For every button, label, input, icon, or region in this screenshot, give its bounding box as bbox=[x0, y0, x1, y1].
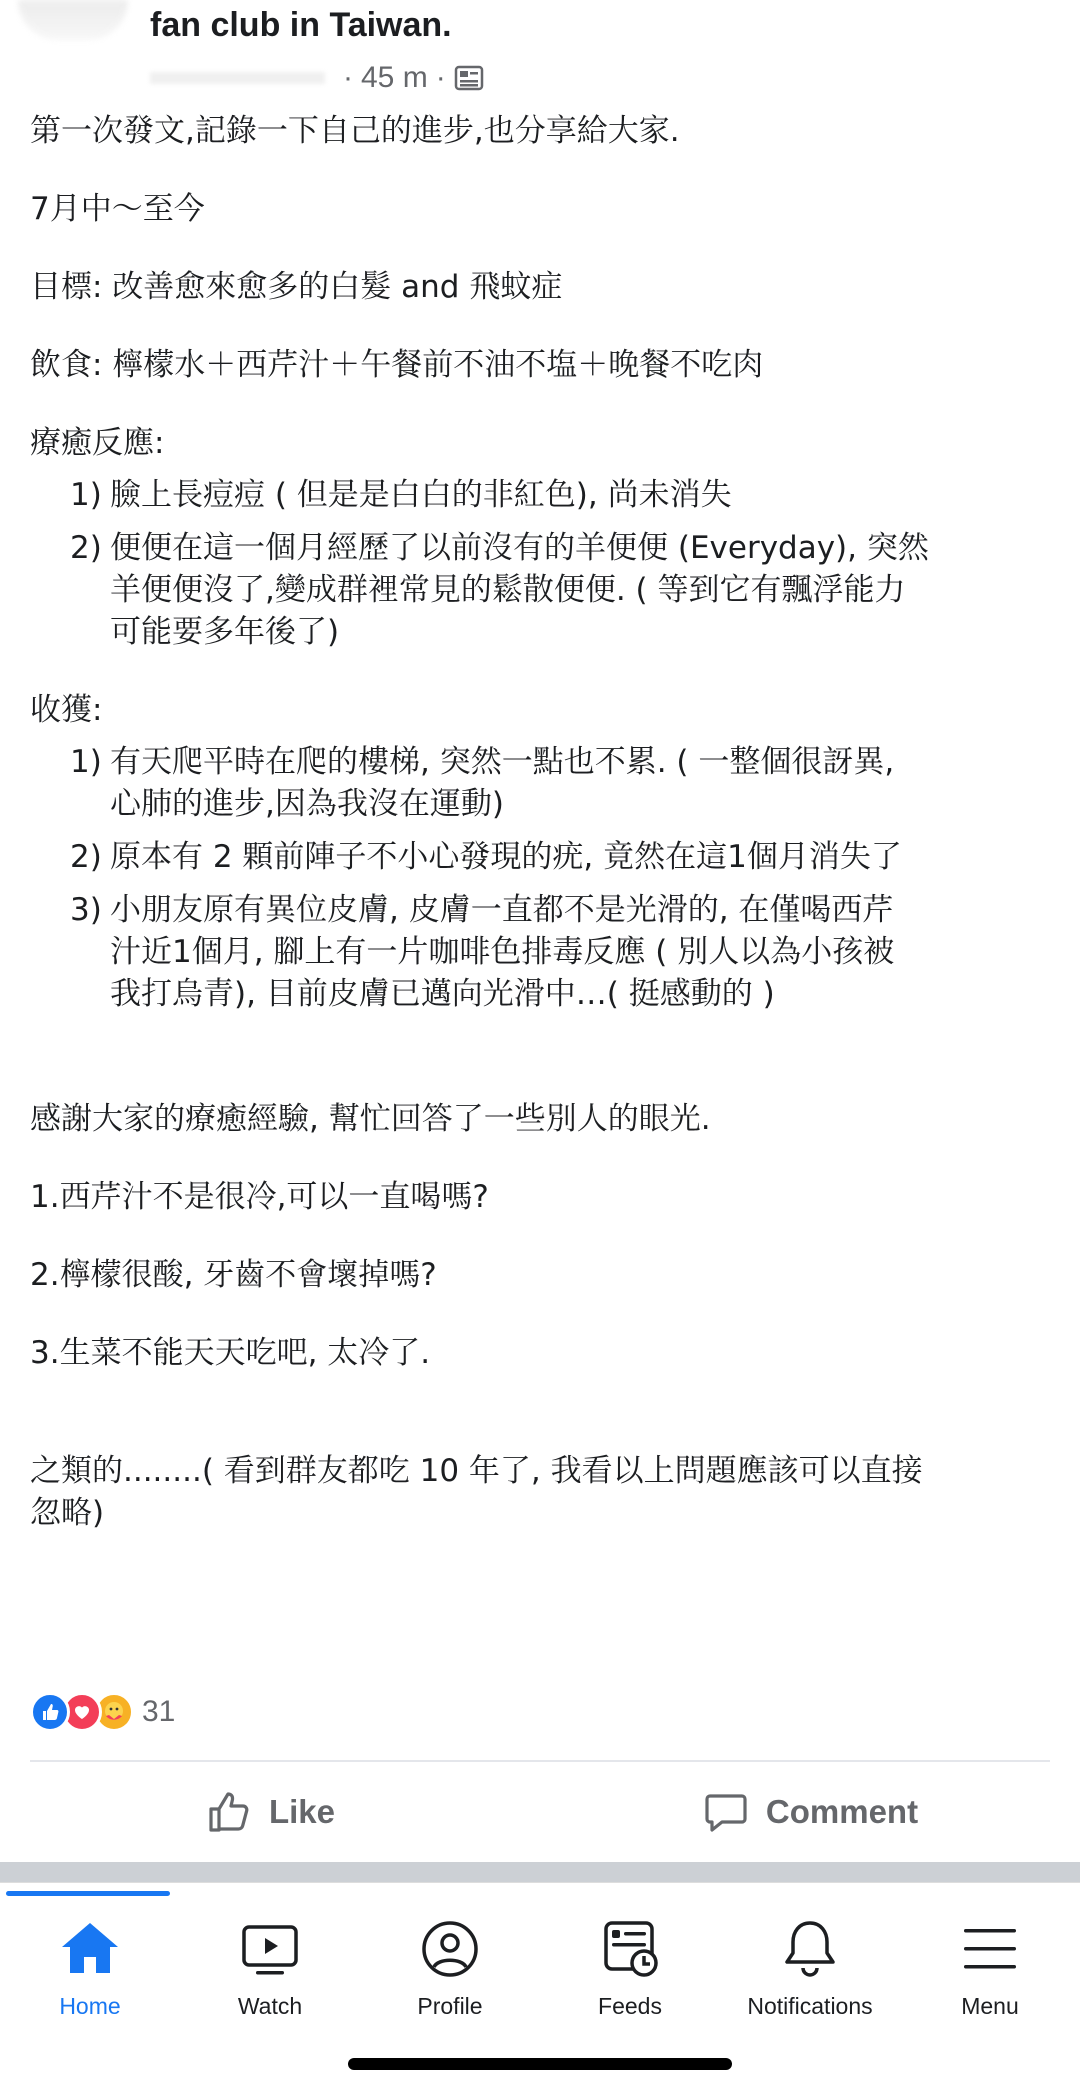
post-intro: 第一次發文,記錄一下自己的進步,也分享給大家. bbox=[30, 113, 680, 149]
reaction-count: 31 bbox=[142, 1695, 176, 1728]
gains-title: 收獲: bbox=[30, 692, 103, 728]
post-question-2: 2.檸檬很酸, 牙齒不會壞掉嗎? bbox=[30, 1257, 437, 1293]
healing-section bbox=[30, 422, 1060, 653]
list-text bbox=[110, 889, 1060, 1015]
healing-list bbox=[30, 474, 1060, 653]
like-button[interactable] bbox=[0, 1762, 540, 1862]
post-question-1: 1.西芹汁不是很冷,可以一直喝嗎? bbox=[30, 1179, 489, 1215]
post-header bbox=[0, 0, 1080, 108]
feed-separator bbox=[0, 1862, 1080, 1882]
group-name[interactable]: fan club in Taiwan. bbox=[150, 6, 452, 44]
nav-watch[interactable] bbox=[180, 1917, 360, 2020]
list-line: 原本有 2 顆前陣子不小心發現的疣, 竟然在這1個月消失了 bbox=[110, 839, 902, 875]
list-number: 3) bbox=[70, 892, 102, 928]
reaction-summary[interactable] bbox=[30, 1690, 175, 1734]
watch-icon bbox=[238, 1917, 302, 1981]
nav-menu[interactable] bbox=[900, 1917, 1080, 2020]
active-tab-indicator bbox=[6, 1891, 170, 1896]
group-audience-icon bbox=[454, 64, 484, 92]
post-closing-line: 忽略) bbox=[30, 1495, 105, 1531]
thumbs-up-icon bbox=[205, 1788, 253, 1836]
separator-dot: · bbox=[435, 61, 446, 94]
comment-button[interactable] bbox=[540, 1762, 1080, 1862]
gains-list bbox=[30, 741, 1060, 1015]
feeds-icon bbox=[598, 1917, 662, 1981]
post-body bbox=[30, 110, 1060, 1534]
list-item bbox=[30, 889, 1060, 1015]
list-number: 1) bbox=[70, 477, 102, 513]
nav-notifications[interactable] bbox=[720, 1917, 900, 2020]
nav-label: Feeds bbox=[598, 1993, 662, 2019]
separator-dot: · bbox=[343, 61, 353, 94]
nav-feeds[interactable] bbox=[540, 1917, 720, 2020]
list-line: 臉上長痘痘 ( 但是是白白的非紅色), 尚未消失 bbox=[110, 477, 732, 513]
list-number: 2) bbox=[70, 530, 102, 566]
list-line: 心肺的進步,因為我沒在運動) bbox=[110, 786, 504, 822]
healing-title: 療癒反應: bbox=[30, 425, 165, 461]
like-label: Like bbox=[268, 1793, 336, 1830]
home-icon bbox=[58, 1917, 122, 1981]
list-line: 羊便便沒了,變成群裡常見的鬆散便便. ( 等到它有飄浮能力 bbox=[110, 572, 906, 608]
list-line: 便便在這一個月經歷了以前沒有的羊便便 (Everyday), 突然 bbox=[110, 530, 929, 566]
list-text bbox=[110, 474, 1060, 516]
post-thanks: 感謝大家的療癒經驗, 幫忙回答了一些別人的眼光. bbox=[30, 1101, 711, 1137]
list-line: 汁近1個月, 腳上有一片咖啡色排毒反應 ( 別人以為小孩被 bbox=[110, 934, 895, 970]
nav-label: Menu bbox=[961, 1993, 1019, 2019]
comment-icon bbox=[702, 1788, 750, 1836]
post-closing bbox=[30, 1450, 1060, 1534]
list-line: 我打烏青), 目前皮膚已邁向光滑中…( 挺感動的 ) bbox=[110, 976, 775, 1012]
list-item bbox=[30, 741, 1060, 825]
list-item bbox=[30, 836, 1060, 878]
post-closing-line: 之類的........( 看到群友都吃 10 年了, 我看以上問題應該可以直接 bbox=[30, 1453, 923, 1489]
post-goal: 目標: 改善愈來愈多的白髮 and 飛蚊症 bbox=[30, 269, 563, 305]
list-text bbox=[110, 836, 1060, 878]
author-name-redacted bbox=[150, 72, 325, 84]
list-line: 有天爬平時在爬的樓梯, 突然一點也不累. ( 一整個很訝異, bbox=[110, 744, 895, 780]
post-meta bbox=[150, 58, 484, 98]
bell-icon bbox=[778, 1917, 842, 1981]
like-reaction-icon bbox=[30, 1692, 70, 1732]
profile-icon bbox=[418, 1917, 482, 1981]
post-period: 7月中～至今 bbox=[30, 191, 205, 227]
post-time[interactable]: 45 m bbox=[361, 61, 428, 94]
post-actions bbox=[0, 1762, 1080, 1862]
home-indicator-bar bbox=[348, 2058, 732, 2070]
list-item bbox=[30, 527, 1060, 653]
list-line: 可能要多年後了) bbox=[110, 614, 340, 650]
comment-label: Comment bbox=[765, 1793, 919, 1830]
nav-label: Home bbox=[59, 1993, 121, 2019]
list-number: 1) bbox=[70, 744, 102, 780]
gains-section bbox=[30, 689, 1060, 1015]
nav-label: Watch bbox=[237, 1993, 303, 2019]
post-question-3: 3.生菜不能天天吃吧, 太冷了. bbox=[30, 1335, 431, 1371]
list-number: 2) bbox=[70, 839, 102, 875]
list-line: 小朋友原有異位皮膚, 皮膚一直都不是光滑的, 在僅喝西芹 bbox=[110, 892, 894, 928]
bottom-nav bbox=[0, 1882, 1080, 2089]
avatar[interactable] bbox=[18, 0, 128, 40]
nav-profile[interactable] bbox=[360, 1917, 540, 2020]
list-text bbox=[110, 527, 1060, 653]
nav-home[interactable] bbox=[0, 1917, 180, 2020]
nav-label: Notifications bbox=[747, 1993, 873, 2019]
nav-label: Profile bbox=[417, 1993, 483, 2019]
list-text bbox=[110, 741, 1060, 825]
post-diet: 飲食: 檸檬水＋西芹汁＋午餐前不油不塩＋晚餐不吃肉 bbox=[30, 347, 764, 383]
menu-icon bbox=[958, 1917, 1022, 1981]
list-item bbox=[30, 474, 1060, 516]
